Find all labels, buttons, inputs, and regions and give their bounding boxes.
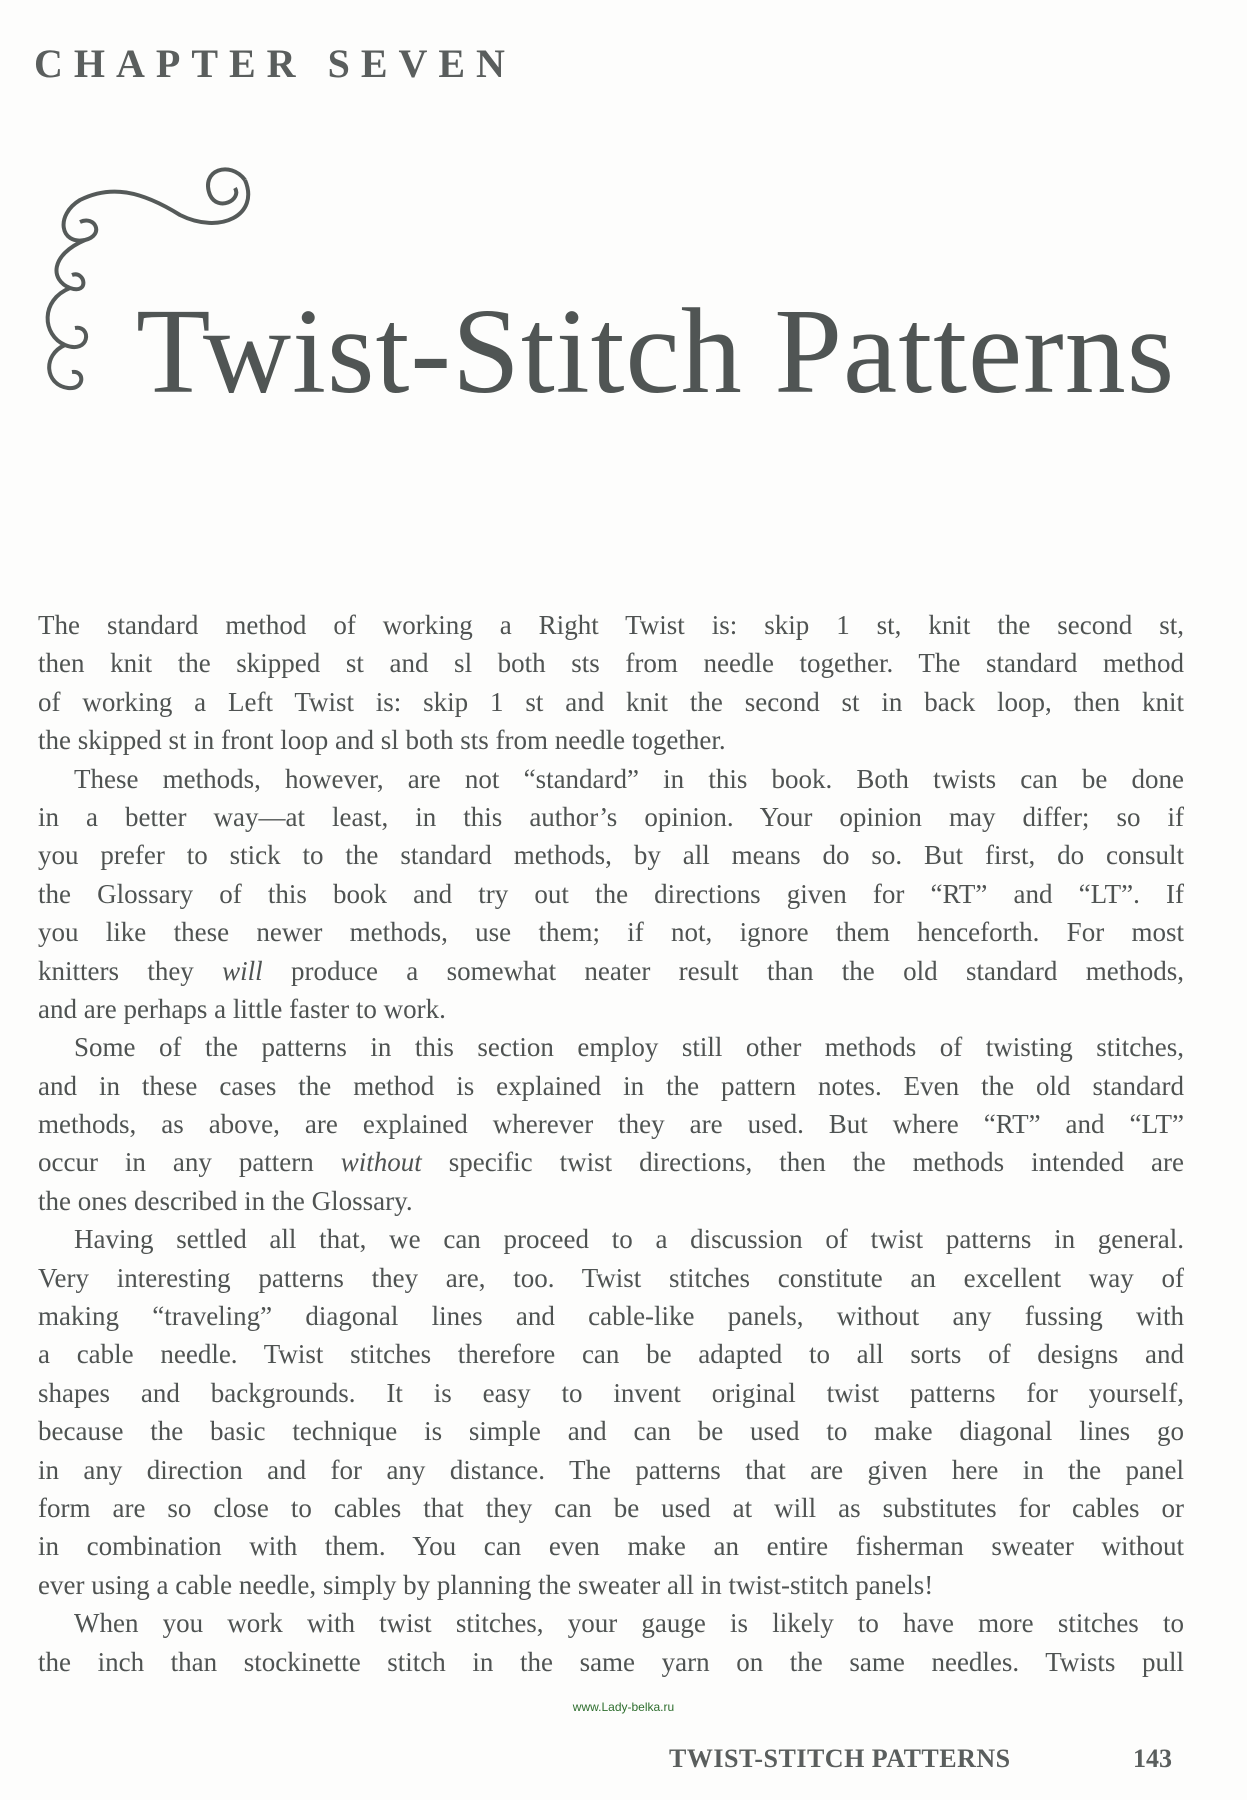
text-segment: the ones described in the Glossary.	[38, 1185, 413, 1216]
text-segment: specific twist directions, then the methods intended are	[421, 1147, 1184, 1178]
text-segment: you prefer to stick to the standard methods, by all means do so. But first, do consult	[38, 840, 1184, 871]
text-segment: because the basic technique is simple and can be used to make diagonal lines go	[38, 1416, 1184, 1447]
text-segment: the skipped st in front loop and sl both sts from needle together.	[38, 725, 726, 756]
text-line	[38, 1451, 1184, 1489]
text-segment: in combination with them. You can even make an entire fisherman sweater without	[38, 1531, 1184, 1562]
text-line	[38, 952, 1184, 990]
text-line	[38, 606, 1184, 644]
text-segment: a cable needle. Twist stitches therefore can be adapted to all sorts of designs and	[38, 1339, 1184, 1370]
text-line	[38, 644, 1184, 682]
text-line	[38, 1527, 1184, 1565]
text-segment: When you work with twist stitches, your gauge is likely to have more stitches to	[74, 1608, 1184, 1639]
text-segment: Very interesting patterns they are, too. Twist stitches constitute an excellent way of	[38, 1262, 1184, 1293]
text-segment: ever using a cable needle, simply by planning the sweater all in twist-stitch panels!	[38, 1569, 934, 1600]
text-segment: and are perhaps a little faster to work.	[38, 993, 446, 1024]
text-line	[38, 1220, 1184, 1258]
text-segment: form are so close to cables that they can be used at will as substitutes for cables or	[38, 1492, 1184, 1523]
text-line	[38, 1143, 1184, 1181]
text-line	[38, 990, 1184, 1028]
text-segment: you like these newer methods, use them; if not, ignore them henceforth. For most	[38, 917, 1184, 948]
text-segment: Some of the patterns in this section employ still other methods of twisting stitches,	[74, 1032, 1184, 1063]
text-segment: produce a somewhat neater result than the old standard methods,	[262, 955, 1184, 986]
text-line	[38, 1105, 1184, 1143]
text-line	[38, 1182, 1184, 1220]
text-segment: in any direction and for any distance. The patterns that are given here in the panel	[38, 1454, 1184, 1485]
page-number: 143	[1133, 1744, 1172, 1773]
chapter-title: Twist-Stitch Patterns	[136, 284, 1176, 419]
text-line	[38, 1335, 1184, 1373]
text-segment: knitters they	[38, 955, 223, 986]
text-line	[38, 1489, 1184, 1527]
italic-text: without	[340, 1147, 422, 1178]
text-segment: the inch than stockinette stitch in the same yarn on the same needles. Twists pull	[38, 1646, 1184, 1677]
text-line	[38, 1297, 1184, 1335]
text-line	[38, 1566, 1184, 1604]
text-line	[38, 1028, 1184, 1066]
text-segment: of working a Left Twist is: skip 1 st and knit the second st in back loop, then knit	[38, 686, 1184, 717]
running-footer: TWIST-STITCH PATTERNS	[669, 1744, 1011, 1773]
text-segment: the Glossary of this book and try out the directions given for “RT” and “LT”. If	[38, 878, 1184, 909]
text-segment: methods, as above, are explained wherever they are used. But where “RT” and “LT”	[38, 1109, 1184, 1140]
text-line	[38, 1604, 1184, 1642]
text-line	[38, 1259, 1184, 1297]
text-segment: The standard method of working a Right Twist is: skip 1 st, knit the second st,	[38, 610, 1184, 640]
text-line	[38, 1374, 1184, 1412]
text-segment: making “traveling” diagonal lines and cable-like panels, without any fussing with	[38, 1301, 1184, 1332]
text-line	[38, 875, 1184, 913]
text-line	[38, 1067, 1184, 1105]
text-segment: shapes and backgrounds. It is easy to invent original twist patterns for yourself,	[38, 1377, 1184, 1408]
text-line	[38, 721, 1184, 759]
text-segment: Having settled all that, we can proceed to a discussion of twist patterns in general.	[74, 1224, 1184, 1255]
text-line	[38, 913, 1184, 951]
text-segment: in a better way—at least, in this author’s opinion. Your opinion may differ; so if	[38, 801, 1184, 832]
text-line	[38, 683, 1184, 721]
text-segment: and in these cases the method is explained in the pattern notes. Even the old standard	[38, 1070, 1184, 1101]
text-segment: then knit the skipped st and sl both sts from needle together. The standard method	[38, 648, 1184, 679]
text-line	[38, 836, 1184, 874]
italic-text: will	[222, 955, 263, 986]
text-line	[38, 798, 1184, 836]
text-segment: occur in any pattern	[38, 1147, 341, 1178]
text-line	[38, 760, 1184, 798]
body-text	[38, 606, 1184, 1681]
watermark-text: www.Lady-belka.ru	[572, 1700, 675, 1714]
text-line	[38, 1643, 1184, 1681]
text-line	[38, 1412, 1184, 1450]
text-segment: These methods, however, are not “standard” in this book. Both twists can be done	[74, 763, 1184, 794]
chapter-label: CHAPTER SEVEN	[34, 41, 516, 86]
